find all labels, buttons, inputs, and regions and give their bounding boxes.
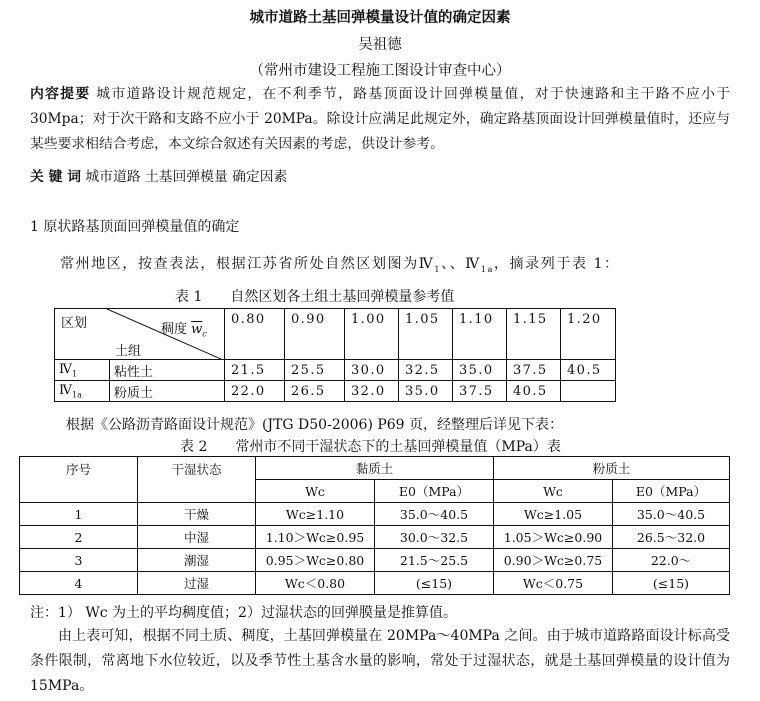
table-note: 注：1） Wc 为土的平均稠度值；2）过湿状态的回弹膜量是推算值。 (30, 605, 457, 621)
author: 吴祖德 (358, 37, 402, 53)
table-row: 1 干燥 Wc≥1.10 35.0～40.5 Wc≥1.05 35.0～40.5 (20, 503, 730, 526)
table2-header-seq: 序号 (20, 457, 138, 503)
keywords-text: 城市道路 土基回弹模量 确定因素 (85, 169, 288, 185)
table2: 序号 干湿状态 黏质土 粉质土 Wc E0（MPa） Wc E0（MPa） 1 干燥 Wc≥1.10 35.0～40.5 Wc≥1.05 35.0～40.5 2 中湿 1.10＞Wc≥0.95 30.0～32.5 1.05＞Wc≥0.90 26.5～32.0 3 潮湿 0.95＞Wc≥0.80 21.5～25.5 0.90＞Wc≥0.75 22.0～ 4 过湿 Wc＜0.80 (≤15) Wc＜0.75 (≤15) (19, 456, 730, 595)
table1-row: $Ⅳ_{1a}$ 粉质土 22.0 26.5 32.0 35.0 37.5 40.5 (55, 381, 616, 402)
table1-corner: 区划 稠度 $\overline{w}_c$ 土组 (55, 309, 225, 360)
section-paragraph: 常州地区，按查表法，根据江苏省所处自然区划图为$Ⅳ_1$、、$Ⅳ_{1a}$，摘录列于表 1： (60, 256, 620, 274)
table-row: 2 中湿 1.10＞Wc≥0.95 30.0～32.5 1.05＞Wc≥0.90 26.5～32.0 (20, 526, 730, 549)
table1-col: 1.20 (561, 309, 616, 360)
table1-col: 0.80 (225, 309, 285, 360)
table1-row: $Ⅳ_1$ 粘性土 21.5 25.5 30.0 32.5 35.0 37.5 40.5 (55, 360, 616, 381)
table1 (54, 308, 616, 402)
table1-caption: 表 1 自然区划各土组土基回弹模量参考值 (175, 289, 455, 305)
table2-header-state: 干湿状态 (138, 457, 256, 503)
paragraph-3: 由上表可知，根据不同土质、稠度，土基回弹模量在 20MPa～40MPa 之间。由于城市道路路面设计标高受条件限制，常离地下水位较近，以及季节性土基含水量的影响，常处于过湿状态，就是土基回弹模量的设计值为 15MPa。 (30, 628, 730, 694)
table-row: 3 潮湿 0.95＞Wc≥0.80 21.5～25.5 0.90＞Wc≥0.75 22.0～ (20, 549, 730, 572)
keywords-label: 关 键 词 (30, 169, 81, 185)
table2-header-clay: 黏质土 (256, 457, 494, 480)
table1-col: 1.10 (453, 309, 507, 360)
table1-col: 1.00 (345, 309, 399, 360)
keywords (30, 165, 730, 190)
abstract-label: 内容提要 (30, 86, 91, 102)
table2-header-silt: 粉质土 (494, 457, 730, 480)
table1-col: 0.90 (285, 309, 345, 360)
paper-title: 城市道路土基回弹模量设计值的确定因素 (249, 9, 511, 26)
table1-col: 1.05 (399, 309, 453, 360)
table1-col: 1.15 (507, 309, 561, 360)
abstract-text: 城市道路设计规范规定，在不利季节，路基顶面设计回弹模量值，对于快速路和主干路不应小于 30Mpa；对于次干路和支路不应小于 20MPa。除设计应满足此规定外，确定路基顶面设计回弹模量值时，还应与某些要求相结合考虑，本文综合叙述有关因素的考虑，供设计参考。 (30, 86, 731, 152)
organization: （常州市建设工程施工图设计审查中心） (249, 63, 511, 79)
paragraph-2: 根据《公路沥青路面设计规范》(JTG D50-2006) P69 页，经整理后详见下表： (66, 417, 564, 433)
table2-caption: 表 2 常州市不同干湿状态下的土基回弹模量值（MPa）表 (180, 439, 561, 455)
section-heading: 1 原状路基顶面回弹模量值的确定 (30, 219, 240, 235)
abstract (30, 82, 730, 157)
table-row: 4 过湿 Wc＜0.80 (≤15) Wc＜0.75 (≤15) (20, 572, 730, 595)
